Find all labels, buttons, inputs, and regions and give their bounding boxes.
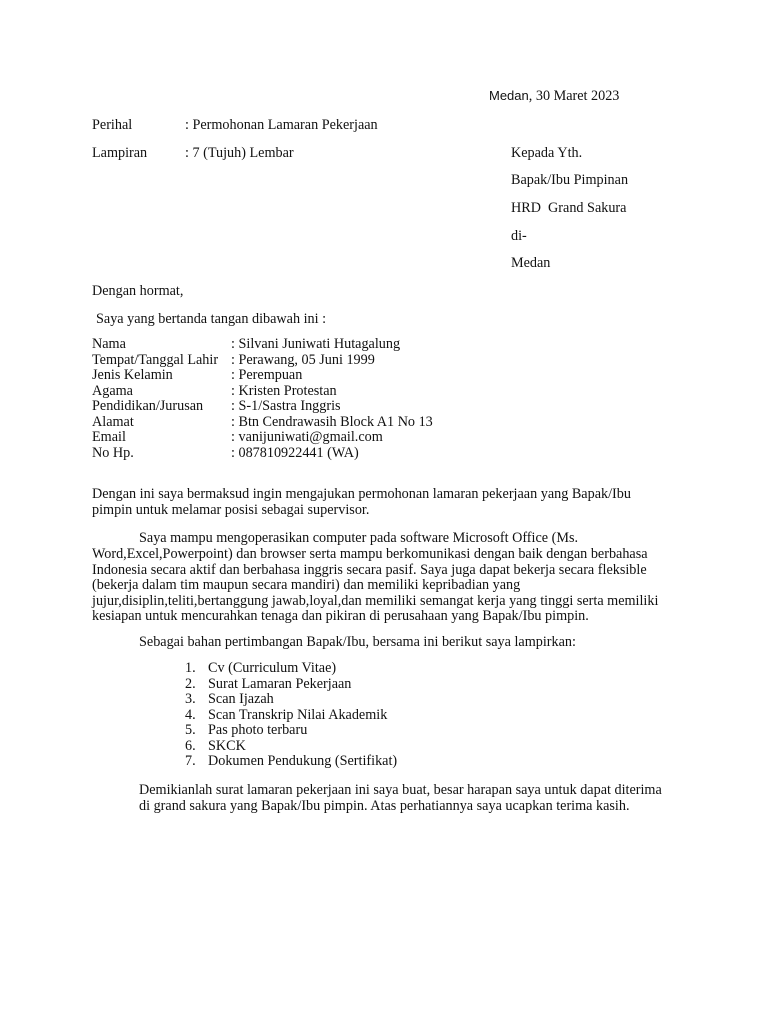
biodata-row bbox=[92, 352, 512, 368]
biodata-row bbox=[92, 429, 512, 445]
biodata-label: Pendidikan/Jurusan bbox=[92, 398, 204, 414]
date-city: Medan bbox=[489, 88, 529, 103]
list-number: 2. bbox=[185, 675, 196, 692]
list-text: Surat Lamaran Pekerjaan bbox=[208, 675, 352, 692]
biodata-value: : Perempuan bbox=[231, 367, 303, 383]
paragraph-line: jujur,disiplin,teliti,bertanggung jawab,loyal,dan memiliki semangat kerja yang tinggi serta memiliki bbox=[92, 593, 659, 609]
list-text: Dokumen Pendukung (Sertifikat) bbox=[208, 753, 398, 769]
perihal-label: Perihal bbox=[92, 117, 133, 133]
paragraph-line: pimpin untuk melamar posisi sebagai supervisor. bbox=[92, 502, 370, 518]
paragraph-line: Demikianlah surat lamaran pekerjaan ini saya buat, besar harapan saya untuk dapat diterima bbox=[139, 782, 662, 798]
biodata-value: : Perawang, 05 Juni 1999 bbox=[231, 351, 375, 368]
recipient-line: Kepada Yth. bbox=[511, 145, 583, 161]
list-text: Cv (Curriculum Vitae) bbox=[208, 660, 337, 676]
lampiran-value: : 7 (Tujuh) Lembar bbox=[185, 145, 294, 161]
biodata-label: Agama bbox=[92, 382, 133, 399]
greeting: Dengan hormat, bbox=[92, 283, 184, 299]
paragraph-line: kesiapan untuk mencurahkan tenaga dan pikiran di perusahaan yang Bapak/Ibu pimpin. bbox=[92, 608, 589, 624]
paragraph-line: Word,Excel,Powerpoint) dan browser serta mampu berkomunikasi dengan baik dengan berbahasa bbox=[92, 546, 648, 562]
list-number: 3. bbox=[185, 691, 196, 707]
list-text: Scan Transkrip Nilai Akademik bbox=[208, 706, 388, 723]
biodata-row bbox=[92, 398, 512, 414]
recipient-line: Medan bbox=[511, 255, 551, 271]
biodata-label: Email bbox=[92, 429, 126, 445]
paragraph-line: Indonesia secara aktif dan berbahasa inggris secara pasif. Saya juga dapat bekerja secara fleksible bbox=[92, 562, 647, 578]
perihal-value: : Permohonan Lamaran Pekerjaan bbox=[185, 117, 378, 133]
biodata-label: Nama bbox=[92, 336, 126, 352]
biodata-label: Tempat/Tanggal Lahir bbox=[92, 351, 219, 368]
list-number: 5. bbox=[185, 722, 196, 738]
lampiran-label: Lampiran bbox=[92, 145, 148, 161]
biodata-row bbox=[92, 367, 512, 383]
list-text: Scan Ijazah bbox=[208, 691, 274, 707]
biodata-value: : vanijuniwati@gmail.com bbox=[231, 429, 383, 445]
paragraph-line: di grand sakura yang Bapak/Ibu pimpin. Atas perhatiannya saya ucapkan terima kasih. bbox=[139, 798, 630, 814]
paragraph-line: Saya mampu mengoperasikan computer pada software Microsoft Office (Ms. bbox=[139, 530, 579, 546]
list-number: 7. bbox=[185, 753, 196, 769]
letter-date bbox=[489, 88, 619, 104]
recipient-line: di- bbox=[511, 228, 527, 244]
biodata-value: : Btn Cendrawasih Block A1 No 13 bbox=[231, 413, 433, 430]
recipient-line: HRD Grand Sakura bbox=[511, 200, 627, 216]
biodata-value: : Kristen Protestan bbox=[231, 382, 337, 399]
biodata-row bbox=[92, 336, 512, 352]
biodata-label: No Hp. bbox=[92, 444, 134, 461]
list-text: Pas photo terbaru bbox=[208, 722, 308, 738]
attachments-intro: Sebagai bahan pertimbangan Bapak/Ibu, bersama ini berikut saya lampirkan: bbox=[139, 634, 576, 650]
intro-text: Saya yang bertanda tangan dibawah ini : bbox=[96, 311, 327, 327]
list-number: 4. bbox=[185, 706, 196, 723]
biodata-value: : 087810922441 (WA) bbox=[231, 444, 359, 461]
biodata-table bbox=[92, 336, 512, 460]
date-text: , 30 Maret 2023 bbox=[528, 88, 620, 104]
biodata-row bbox=[92, 445, 512, 461]
recipient-line: Bapak/Ibu Pimpinan bbox=[511, 172, 629, 188]
biodata-label: Jenis Kelamin bbox=[92, 367, 173, 383]
biodata-row bbox=[92, 414, 512, 430]
list-number: 6. bbox=[185, 737, 196, 754]
biodata-value: : S-1/Sastra Inggris bbox=[231, 398, 341, 414]
biodata-row bbox=[92, 383, 512, 399]
list-number: 1. bbox=[185, 660, 196, 676]
list-text: SKCK bbox=[208, 737, 246, 754]
paragraph-line: (bekerja dalam tim maupun secara mandiri) dan memiliki kepribadian yang bbox=[92, 577, 521, 593]
biodata-value: : Silvani Juniwati Hutagalung bbox=[231, 336, 401, 352]
paragraph-line: Dengan ini saya bermaksud ingin mengajukan permohonan lamaran pekerjaan yang Bapak/Ibu bbox=[92, 486, 631, 502]
biodata-label: Alamat bbox=[92, 413, 134, 430]
